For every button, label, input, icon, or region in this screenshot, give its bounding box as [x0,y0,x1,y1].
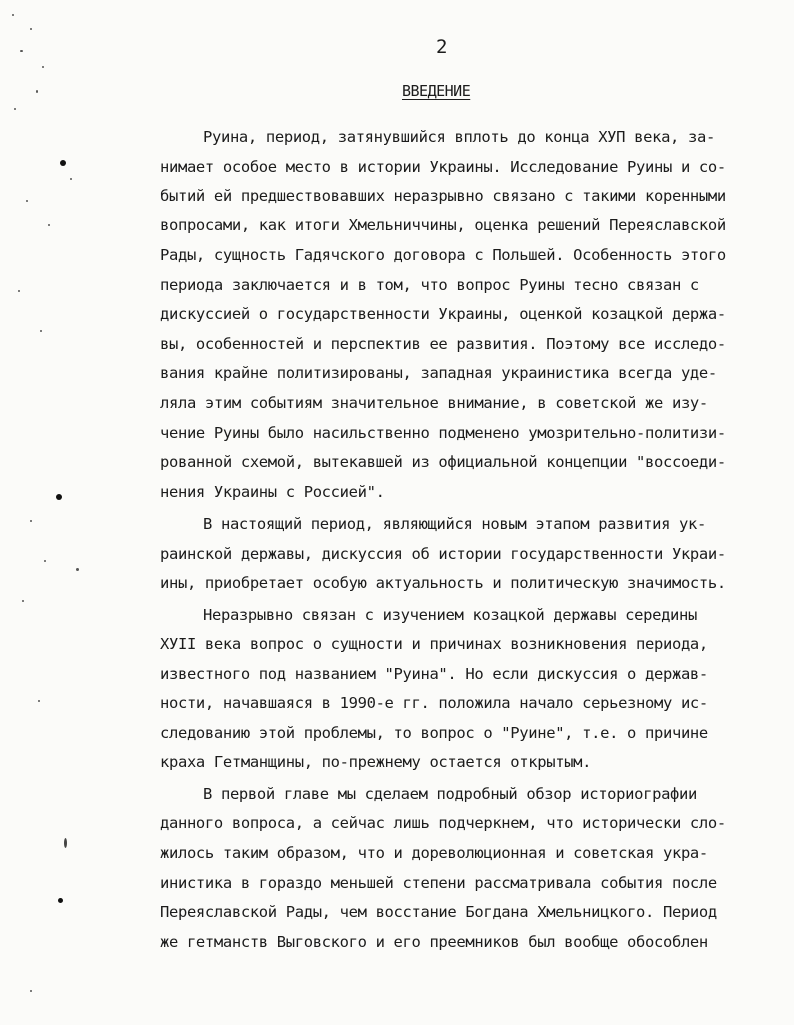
text-line: раинской державы, дискуссия об истории государственности Украи- [160,545,726,563]
page-title: ВВЕДЕНИЕ [402,82,471,100]
text-line: дискуссией о государственности Украины, оценкой козацкой держа- [160,305,726,323]
text-line: бытий ей предшествовавших неразрывно связано с такими коренными [160,187,726,205]
text-line: инистика в гораздо меньшей степени рассматривала события после [160,874,717,892]
text-line: ины, приобретает особую актуальность и политическую значимость. [160,574,726,592]
text-line: нения Украины с Россией". [160,483,385,501]
text-line: вы, особенностей и перспектив ее развития. Поэтому все исследо- [160,335,726,353]
text-line: Неразрывно связан с изучением козацкой державы середины [203,606,697,624]
text-line: рованной схемой, вытекавшей из официальной концепции "воссоеди- [160,453,726,471]
text-line: чение Руины было насильственно подменено умозрительно-политизи- [160,424,726,442]
text-line: ности, начавшаяся в 1990-е гг. положила начало серьезному ис- [160,694,708,712]
text-line: В первой главе мы сделаем подробный обзор историографии [203,785,697,803]
margin-scan-noise [0,0,90,1025]
text-line: же гетманств Выговского и его преемников был вообще обособлен [160,933,708,951]
text-line: краха Гетманщины, по-прежнему остается открытым. [160,753,592,771]
text-line: В настоящий период, являющийся новым этапом развития ук- [203,515,706,533]
text-line: периода заключается и в том, что вопрос Руины тесно связан с [160,276,699,294]
page-number: 2 [436,36,448,58]
text-line: данного вопроса, а сейчас лишь подчеркнем, что исторически сло- [160,814,726,832]
text-line: вопросами, как итоги Хмельниччины, оценка решений Переяславской [160,216,726,234]
text-line: вания крайне политизированы, западная украинистика всегда уде- [160,364,717,382]
text-line: Рады, сущность Гадячского договора с Польшей. Особенность этого [160,246,726,264]
text-line: ХУII века вопрос о сущности и причинах возникновения периода, [160,635,708,653]
text-line: Переяславской Рады, чем восстание Богдана Хмельницкого. Период [160,903,717,921]
text-line: Руина, период, затянувшийся вплоть до конца ХУП века, за- [203,128,715,146]
text-line: жилось таким образом, что и дореволюционная и советская укра- [160,844,708,862]
text-line: известного под названием "Руина". Но если дискуссия о держав- [160,665,708,683]
text-line: нимает особое место в истории Украины. Исследование Руины и со- [160,158,726,176]
text-line: следованию этой проблемы, то вопрос о "Руине", т.е. о причине [160,724,708,742]
text-line: ляла этим событиям значительное внимание, в советской же изу- [160,394,708,412]
